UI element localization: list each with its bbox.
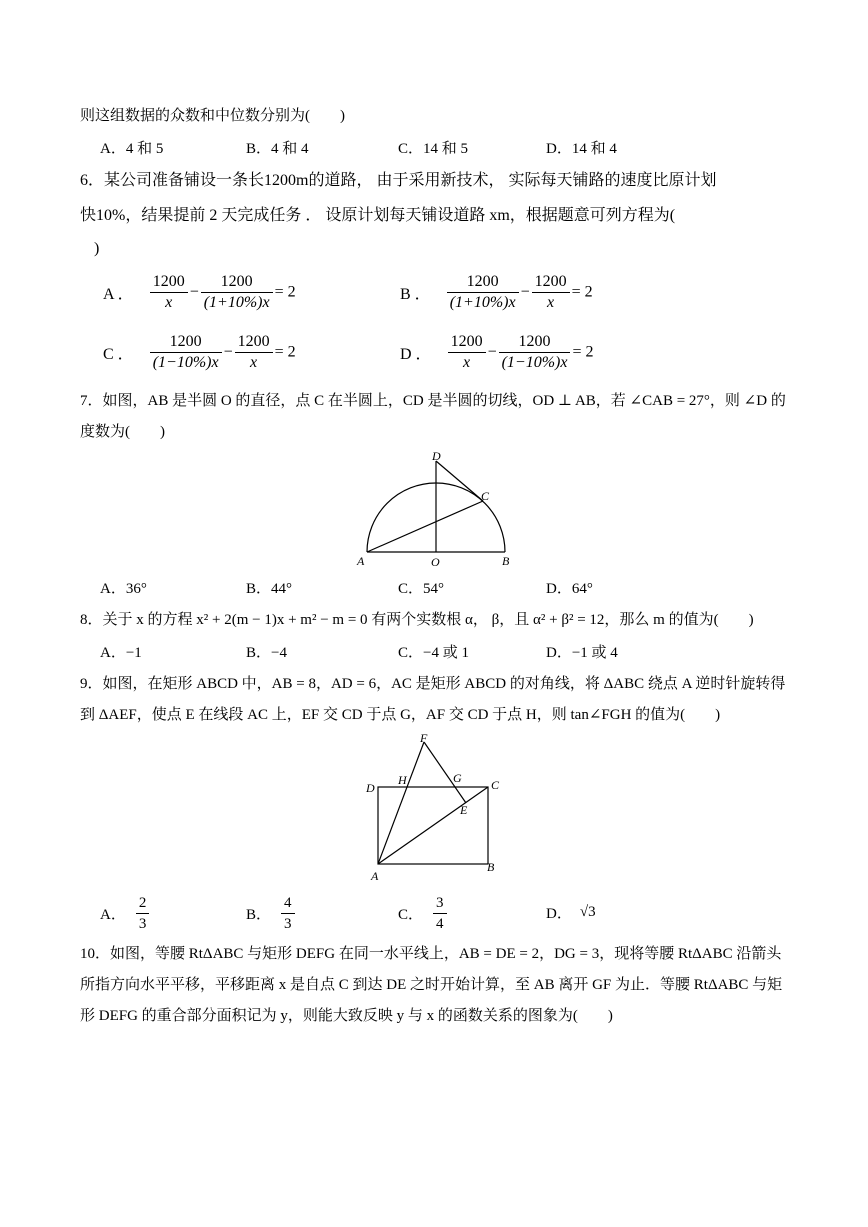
- q8-stem: 8．关于 x 的方程 x² + 2(m − 1)x + m² − m = 0 有两个实数根 α， β，且 α² + β² = 12，那么 m 的值为( ): [80, 612, 754, 628]
- diagonal-ac: [378, 787, 488, 864]
- label-o: O: [431, 555, 440, 569]
- minus-sign: −: [223, 343, 233, 361]
- label-b: B: [502, 554, 510, 568]
- q7-option-d: D．64°: [546, 581, 593, 597]
- minus-sign: −: [487, 343, 497, 361]
- q8-option-c: C．−4 或 1: [398, 645, 469, 661]
- q8-option-b: B．−4: [246, 645, 287, 661]
- q5-option-c: C．14 和 5: [398, 141, 469, 157]
- minus-sign: −: [189, 283, 199, 301]
- fraction-denominator: 3: [138, 916, 147, 932]
- fraction-numerator: 1200: [150, 272, 188, 293]
- q9-option-b: [246, 893, 297, 934]
- fraction-numerator: 1200: [448, 332, 486, 353]
- fraction-numerator: 1200: [532, 272, 570, 293]
- fraction-numerator: 1200: [447, 272, 519, 293]
- fraction-numerator: 1200: [150, 332, 222, 353]
- q5-stem: 则这组数据的众数和中位数分别为( ): [80, 108, 345, 124]
- q9-option-b-label: B．: [246, 907, 272, 923]
- q10-stem-line1: 10．如图，等腰 RtΔABC 与矩形 DEFG 在同一水平线上，AB = DE = 2，DG = 3，现将等腰 RtΔABC 沿箭头: [80, 946, 782, 962]
- equals-rhs: = 2: [571, 283, 593, 301]
- q6-stem-line3: ): [94, 240, 100, 257]
- label-e: E: [460, 803, 468, 817]
- q9-option-c: [398, 893, 449, 934]
- q10-stem-line3: 形 DEFG 的重合部分面积记为 y，则能大致反映 y 与 x 的函数关系的图象为( ): [80, 1008, 613, 1024]
- fraction-denominator: (1+10%)x: [203, 294, 270, 311]
- q5-option-a: A．4 和 5: [100, 141, 164, 157]
- fraction-numerator: 4: [281, 893, 295, 914]
- q6-stem-line1: 6．某公司准备铺设一条长1200m的道路， 由于采用新技术， 实际每天铺路的速度比原计划: [80, 172, 717, 189]
- chord-ac: [367, 501, 483, 552]
- q9-stem-line1: 9．如图，在矩形 ABCD 中，AB = 8，AD = 6，AC 是矩形 ABCD 的对角线，将 ΔABC 绕点 A 逆时针旋转得: [80, 676, 786, 692]
- label-a: A: [357, 554, 365, 568]
- q6-option-c: [103, 332, 296, 373]
- fraction-denominator: (1−10%)x: [501, 354, 568, 371]
- label-c: C: [481, 489, 490, 503]
- label-f: F: [420, 731, 428, 745]
- label-d: D: [432, 449, 441, 463]
- q6-option-a-label: A ．: [103, 286, 134, 303]
- fraction-denominator: (1+10%)x: [449, 294, 516, 311]
- q7-option-c: C．54°: [398, 581, 445, 597]
- fraction-denominator: x: [547, 294, 555, 311]
- q9-option-c-label: C．: [398, 907, 424, 923]
- q5-option-d: D．14 和 4: [546, 141, 617, 157]
- q7-option-a: A．36°: [100, 581, 147, 597]
- fraction-denominator: (1−10%)x: [152, 354, 219, 371]
- equals-rhs: = 2: [572, 343, 594, 361]
- fraction-denominator: 4: [436, 916, 444, 932]
- q7-stem-line2: 度数为( ): [80, 424, 165, 440]
- q9-option-d: [546, 902, 596, 923]
- q8-option-d: D．−1 或 4: [546, 645, 618, 661]
- label-h: H: [398, 773, 407, 787]
- q9-option-a-label: A．: [100, 907, 126, 923]
- q6-option-c-label: C ．: [103, 346, 134, 363]
- equals-rhs: = 2: [274, 343, 296, 361]
- fraction-denominator: 3: [284, 916, 292, 932]
- q9-stem-line2: 到 ΔAEF，使点 E 在线段 AC 上，EF 交 CD 于点 G，AF 交 CD 于点 H，则 tan∠FGH 的值为( ): [80, 707, 721, 723]
- fraction-numerator: 1200: [235, 332, 273, 353]
- q9-option-d-label: D．: [546, 906, 572, 922]
- equals-rhs: = 2: [274, 283, 296, 301]
- minus-sign: −: [520, 283, 530, 301]
- q6-option-a: [103, 272, 296, 313]
- fraction-numerator: 1200: [201, 272, 273, 293]
- sqrt-value: √3: [579, 903, 596, 920]
- q5-option-b: B．4 和 4: [246, 141, 309, 157]
- q6-option-d-label: D ．: [400, 346, 432, 363]
- q10-stem-line2: 所指方向水平平移，平移距离 x 是自点 C 到达 DE 之时开始计算，至 AB 离开 GF 为止．等腰 RtΔABC 与矩: [80, 977, 783, 993]
- q7-stem-line1: 7．如图，AB 是半圆 O 的直径，点 C 在半圆上，CD 是半圆的切线，OD ⊥ AB，若 ∠CAB = 27°，则 ∠D 的: [80, 393, 786, 409]
- q7-option-b: B．44°: [246, 581, 293, 597]
- fraction-denominator: x: [250, 354, 258, 371]
- q9-rectangle-figure: [362, 730, 512, 886]
- fraction-numerator: 3: [433, 893, 447, 914]
- q6-option-b-label: B ．: [400, 286, 431, 303]
- fraction-numerator: 1200: [499, 332, 571, 353]
- label-a: A: [371, 869, 379, 883]
- fraction-denominator: x: [463, 354, 471, 371]
- label-b: B: [487, 860, 495, 874]
- q6-stem-line2: 快10%，结果提前 2 天完成任务 ． 设原计划每天铺设道路 xm，根据题意可列方程为(: [80, 207, 676, 224]
- q9-option-a: [100, 893, 151, 934]
- label-g: G: [453, 771, 462, 785]
- q7-semicircle-figure: [355, 448, 525, 572]
- q6-option-b: [400, 272, 593, 313]
- label-c: C: [491, 778, 500, 792]
- fraction-denominator: x: [165, 294, 173, 311]
- tangent-cd: [436, 461, 483, 501]
- label-d: D: [366, 781, 375, 795]
- fraction-numerator: 2: [136, 893, 150, 914]
- q8-option-a: A．−1: [100, 645, 142, 661]
- q6-option-d: [400, 332, 594, 373]
- segment-af: [378, 742, 424, 864]
